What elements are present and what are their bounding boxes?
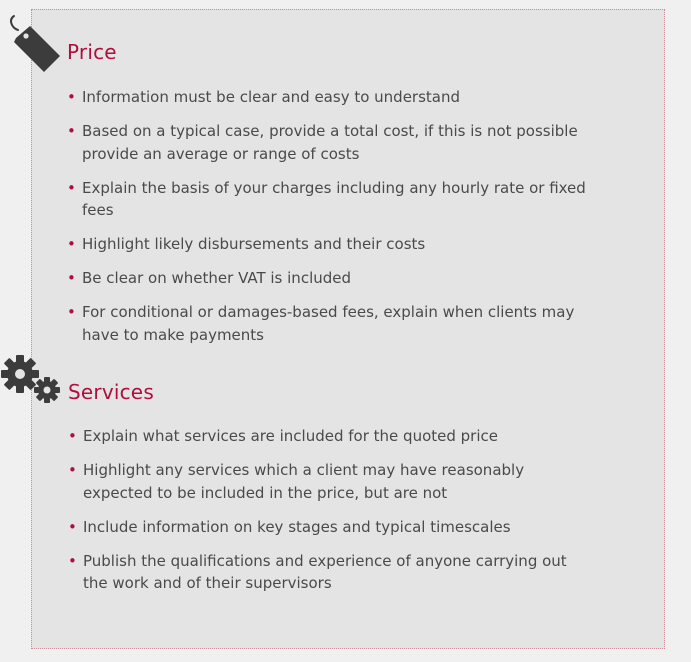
list-item <box>66 301 586 346</box>
bullet-marker: • <box>67 88 76 106</box>
list-item-text: Based on a typical case, provide a total cost, if this is not possible provide an average or range of costs <box>82 122 578 163</box>
price-tag-icon <box>4 12 64 72</box>
list-item-text: Explain what services are included for the quoted price <box>83 427 498 445</box>
section-heading-services: Services <box>68 380 154 404</box>
list-item-text: Be clear on whether VAT is included <box>82 269 352 287</box>
gears-icon <box>0 352 66 408</box>
bullet-marker: • <box>67 178 76 197</box>
list-item <box>66 177 586 222</box>
bullet-marker: • <box>68 517 77 536</box>
bullet-marker: • <box>67 269 76 287</box>
list-item-text: Publish the qualifications and experience of anyone carrying out the work and of their supervisors <box>83 551 567 592</box>
bullet-marker: • <box>67 235 76 253</box>
list-item-text: Explain the basis of your charges including any hourly rate or fixed fees <box>82 178 586 219</box>
list-item-text: Highlight likely disbursements and their costs <box>82 235 426 253</box>
bullet-marker: • <box>67 122 76 140</box>
bullet-marker: • <box>67 303 76 321</box>
list-item-text: Include information on key stages and typical timescales <box>83 517 511 536</box>
bullet-marker: • <box>68 427 77 445</box>
list-item <box>67 459 587 504</box>
price-bullet-list <box>66 86 586 358</box>
section-heading-price: Price <box>67 40 117 64</box>
services-bullet-list <box>67 425 587 606</box>
list-item <box>67 425 587 448</box>
list-item-text: Information must be clear and easy to understand <box>82 88 461 106</box>
list-item <box>66 86 586 109</box>
bullet-marker: • <box>68 461 77 479</box>
list-item-text: Highlight any services which a client may have reasonably expected to be included in the price, but are not <box>83 461 525 502</box>
list-item <box>67 550 587 595</box>
bullet-marker: • <box>68 551 77 570</box>
list-item <box>67 516 587 539</box>
list-item <box>66 233 586 256</box>
list-item-text: For conditional or damages-based fees, explain when clients may have to make payments <box>82 303 575 344</box>
list-item <box>66 267 586 290</box>
list-item <box>66 120 586 165</box>
